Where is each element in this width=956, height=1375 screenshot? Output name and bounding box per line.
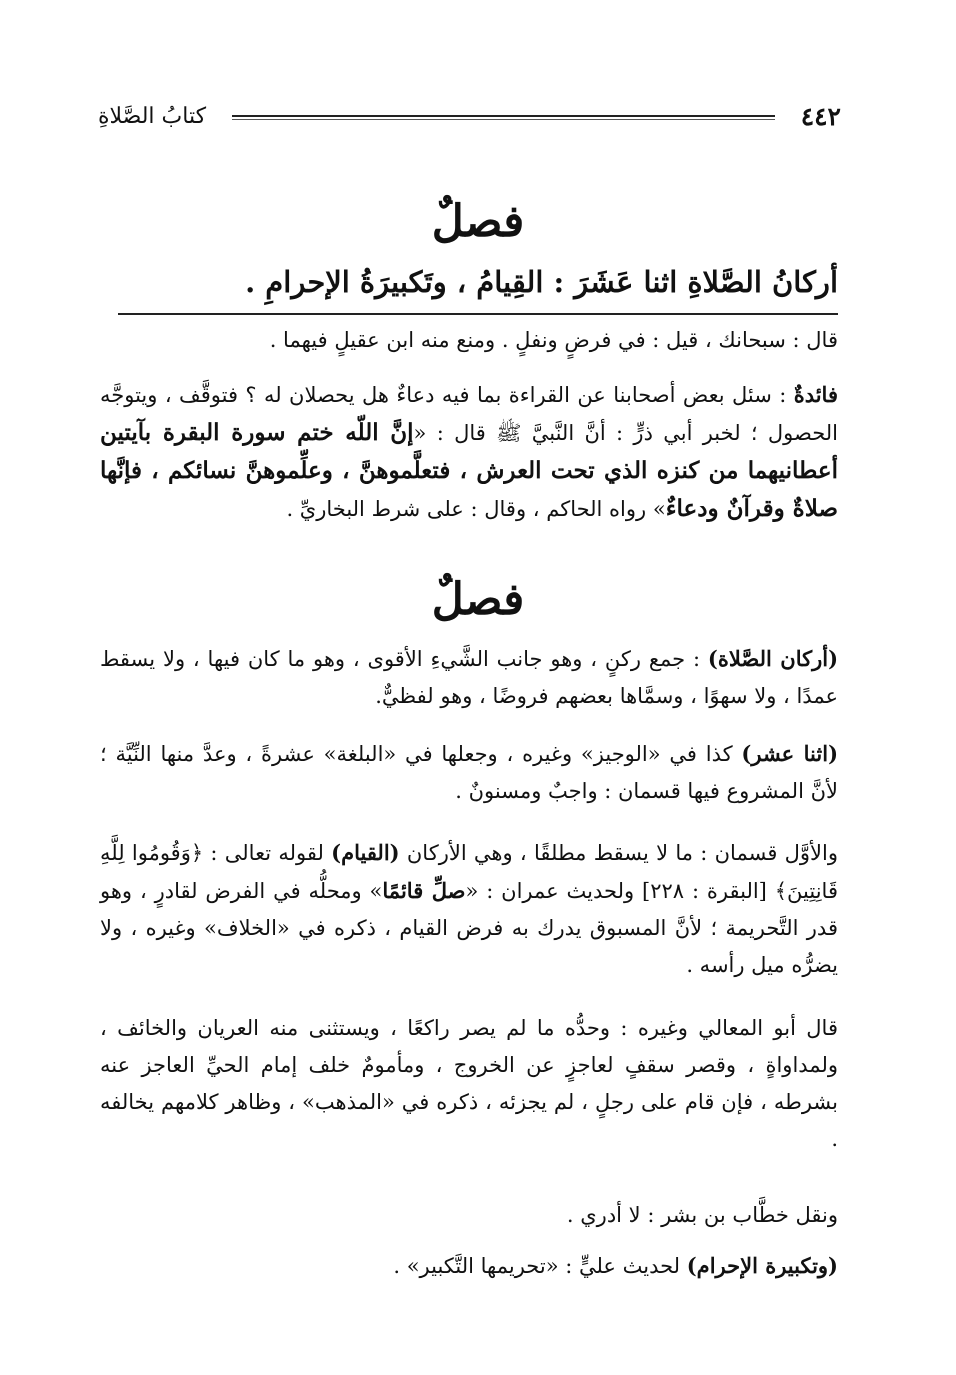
paragraph-1: قال : سبحانك ، قيل : في فرضٍ ونفلٍ . ومنع منه ابن عقيلٍ فيهما . — [269, 328, 838, 352]
running-header — [98, 96, 841, 136]
faida-label: فائدةٌ — [793, 382, 838, 407]
matn-text: أركانُ الصَّلاةِ اثنا عَشَرَ : القِيامُ ، وتَكبيرَةُ الإحرامِ . — [245, 265, 838, 299]
term-label-takbira: (وتكبيرة الإحرام) — [686, 1253, 838, 1278]
matn-divider — [118, 313, 838, 315]
faida-text-a: : سئل بعض أصحابنا عن القراءة بما فيه دعاءٌ هل يحصلان له ؟ فتوقَّف ، ويتوجَّه الحصول ؛ لخبر أبي ذرٍّ : أنَّ النَّبيَّ ﷺ قال : « — [100, 383, 838, 445]
term-label-qiyam: (القيام) — [331, 840, 400, 865]
paragraph-8 — [100, 1247, 838, 1285]
paragraph-2 — [100, 376, 838, 528]
term-label-ithna-ashar: (اثنا عشر) — [741, 741, 838, 766]
book-title: كتابُ الصَّلاةِ — [98, 103, 207, 129]
paragraph-6: قال أبو المعالي وغيره : وحدُّه ما لم يصر راكعًا ، ويستثنى منه العريان والخائف ، ولمداواةٍ ، وقصر سقفٍ لعاجزٍ عن الخروج ، ومأمومٌ خلف إمام الحيِّ العاجز عنه بشرطه ، فإن قام على رجلٍ ، لم يجزئه ، ذكره في «المذهب» ، وظاهر كلامهم يخالفه . — [100, 1016, 838, 1151]
page-number: ٤٤٢ — [800, 101, 841, 131]
hadith-quote: صلِّ قائمًا — [382, 878, 466, 903]
term-label-arkan: (أركان الصَّلاة) — [707, 646, 839, 671]
paragraph-7: ونقل خطَّاب بن بشر : لا أدري . — [566, 1203, 838, 1227]
faida-text-b: » رواه الحاكم ، وقال : على شرط البخاريِّ . — [286, 497, 666, 521]
header-rule — [232, 115, 775, 117]
paragraph-5-text-b: لقوله تعالى : ﴿وَقُومُوا لِلَّهِ قَانِتِينَ﴾ [البقرة : ٢٢٨] ولحديث عمران : « — [100, 841, 838, 903]
paragraph-8-text: لحديث عليٍّ : «تحريمها التَّكبير» . — [393, 1254, 687, 1278]
hadith-text: إنَّ اللّه ختم سورة البقرة بآيتين أعطانيهما من كنزه الذي تحت العرش ، فتعلَّموهنَّ ، وعلِّموهنَّ نسائكم ، فإنَّها صلاةٌ وقرآنٌ ودعاءٌ — [100, 419, 838, 522]
paragraph-5 — [100, 834, 838, 984]
paragraph-5-text-c: » ومحلُّه في الفرض لقادرٍ ، وهو قدر التَّحريمة ؛ لأنَّ المسبوق يدرك به فرض القيام ، ذكره في «الخلاف» وغيره ، ولا يضرُّه ميل رأسه . — [100, 879, 838, 977]
paragraph-4-text: كذا في «الوجيز» وغيره ، وجعلها في «البلغة» عشرةً ، وعدَّ منها النِّيَّة ؛ لأنَّ المشروع فيها قسمان : واجبٌ ومسنونٌ . — [100, 742, 838, 803]
paragraph-3-text: : جمع ركنٍ ، وهو جانب الشَّيءِ الأقوى ، وهو ما كان فيها ، ولا يسقط عمدًا ، ولا سهوًا ، وسمَّاها بعضهم فروضًا ، وهو لفظيٌّ. — [100, 647, 838, 708]
paragraph-5-text-a: والأوَّل قسمان : ما لا يسقط مطلقًا ، وهي الأركان — [399, 841, 838, 865]
paragraph-3 — [100, 640, 838, 715]
paragraph-4 — [100, 735, 838, 810]
section-heading-1: فصلٌ — [431, 196, 525, 247]
section-heading-2: فصلٌ — [431, 574, 525, 625]
